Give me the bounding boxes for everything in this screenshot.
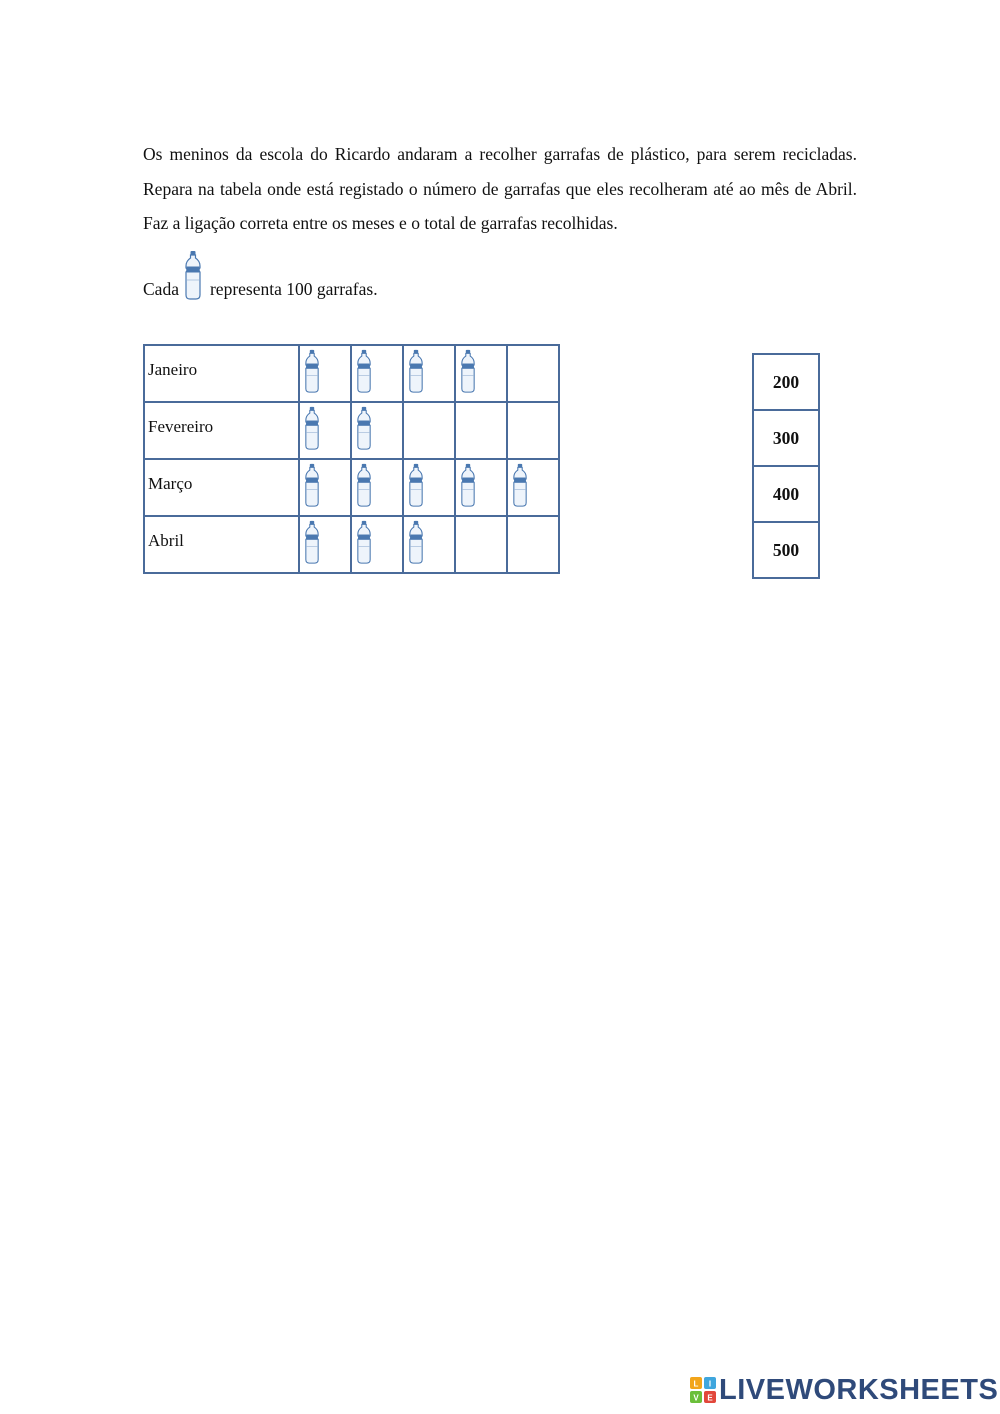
pictogram-cell	[455, 516, 507, 573]
pictogram-cell	[507, 459, 559, 516]
pictogram-cell	[455, 345, 507, 402]
pictogram-cell	[403, 516, 455, 573]
plastic-bottle-icon	[355, 406, 373, 450]
plastic-bottle-icon	[303, 406, 321, 450]
plastic-bottle-icon	[355, 463, 373, 507]
plastic-bottle-icon	[355, 349, 373, 393]
legend-text-after: representa 100 garrafas.	[209, 279, 378, 299]
svg-text:L: L	[693, 1379, 699, 1389]
total-option[interactable]: 200	[753, 354, 819, 410]
svg-text:I: I	[708, 1379, 712, 1389]
legend-line	[143, 244, 378, 300]
total-option[interactable]: 400	[753, 466, 819, 522]
month-label: Março	[144, 459, 299, 516]
pictogram-cell	[507, 516, 559, 573]
total-option[interactable]: 500	[753, 522, 819, 578]
plastic-bottle-icon	[459, 349, 477, 393]
plastic-bottle-icon	[407, 349, 425, 393]
liveworksheets-badge-icon	[690, 1377, 716, 1403]
plastic-bottle-icon	[355, 520, 373, 564]
logo-text: LIVEWORKSHEETS	[719, 1373, 999, 1406]
pictogram-cell	[299, 345, 351, 402]
svg-text:V: V	[693, 1393, 699, 1403]
pictogram-table	[143, 344, 560, 574]
liveworksheets-logo	[690, 1374, 998, 1406]
instructions-paragraph: Os meninos da escola do Ricardo andaram a recolher garrafas de plástico, para serem recicladas. Repara na tabela onde está registado o número de garrafas que eles recolheram até ao mês de Abril. Faz a ligação correta entre os meses e o total de garrafas recolhidas.	[143, 144, 857, 234]
month-label: Janeiro	[144, 345, 299, 402]
month-label: Abril	[144, 516, 299, 573]
plastic-bottle-icon	[459, 463, 477, 507]
pictogram-cell	[351, 345, 403, 402]
pictogram-cell	[403, 459, 455, 516]
pictogram-cell	[299, 459, 351, 516]
pictogram-cell	[299, 402, 351, 459]
plastic-bottle-icon	[407, 463, 425, 507]
pictogram-cell	[403, 402, 455, 459]
pictogram-row	[144, 516, 559, 573]
pictogram-cell	[455, 402, 507, 459]
pictogram-cell	[351, 459, 403, 516]
pictogram-cell	[299, 516, 351, 573]
pictogram-cell	[351, 402, 403, 459]
plastic-bottle-icon	[511, 463, 529, 507]
pictogram-row	[144, 345, 559, 402]
total-option[interactable]: 300	[753, 410, 819, 466]
plastic-bottle-icon	[407, 520, 425, 564]
pictogram-cell	[351, 516, 403, 573]
plastic-bottle-icon	[183, 250, 205, 300]
pictogram-cell	[507, 402, 559, 459]
totals-table	[752, 353, 820, 579]
pictogram-cell	[403, 345, 455, 402]
pictogram-cell	[455, 459, 507, 516]
plastic-bottle-icon	[303, 520, 321, 564]
plastic-bottle-icon	[303, 349, 321, 393]
pictogram-row	[144, 402, 559, 459]
pictogram-cell	[507, 345, 559, 402]
plastic-bottle-icon	[303, 463, 321, 507]
legend-text-before: Cada	[143, 279, 179, 299]
month-label: Fevereiro	[144, 402, 299, 459]
pictogram-row	[144, 459, 559, 516]
svg-text:E: E	[707, 1393, 713, 1403]
